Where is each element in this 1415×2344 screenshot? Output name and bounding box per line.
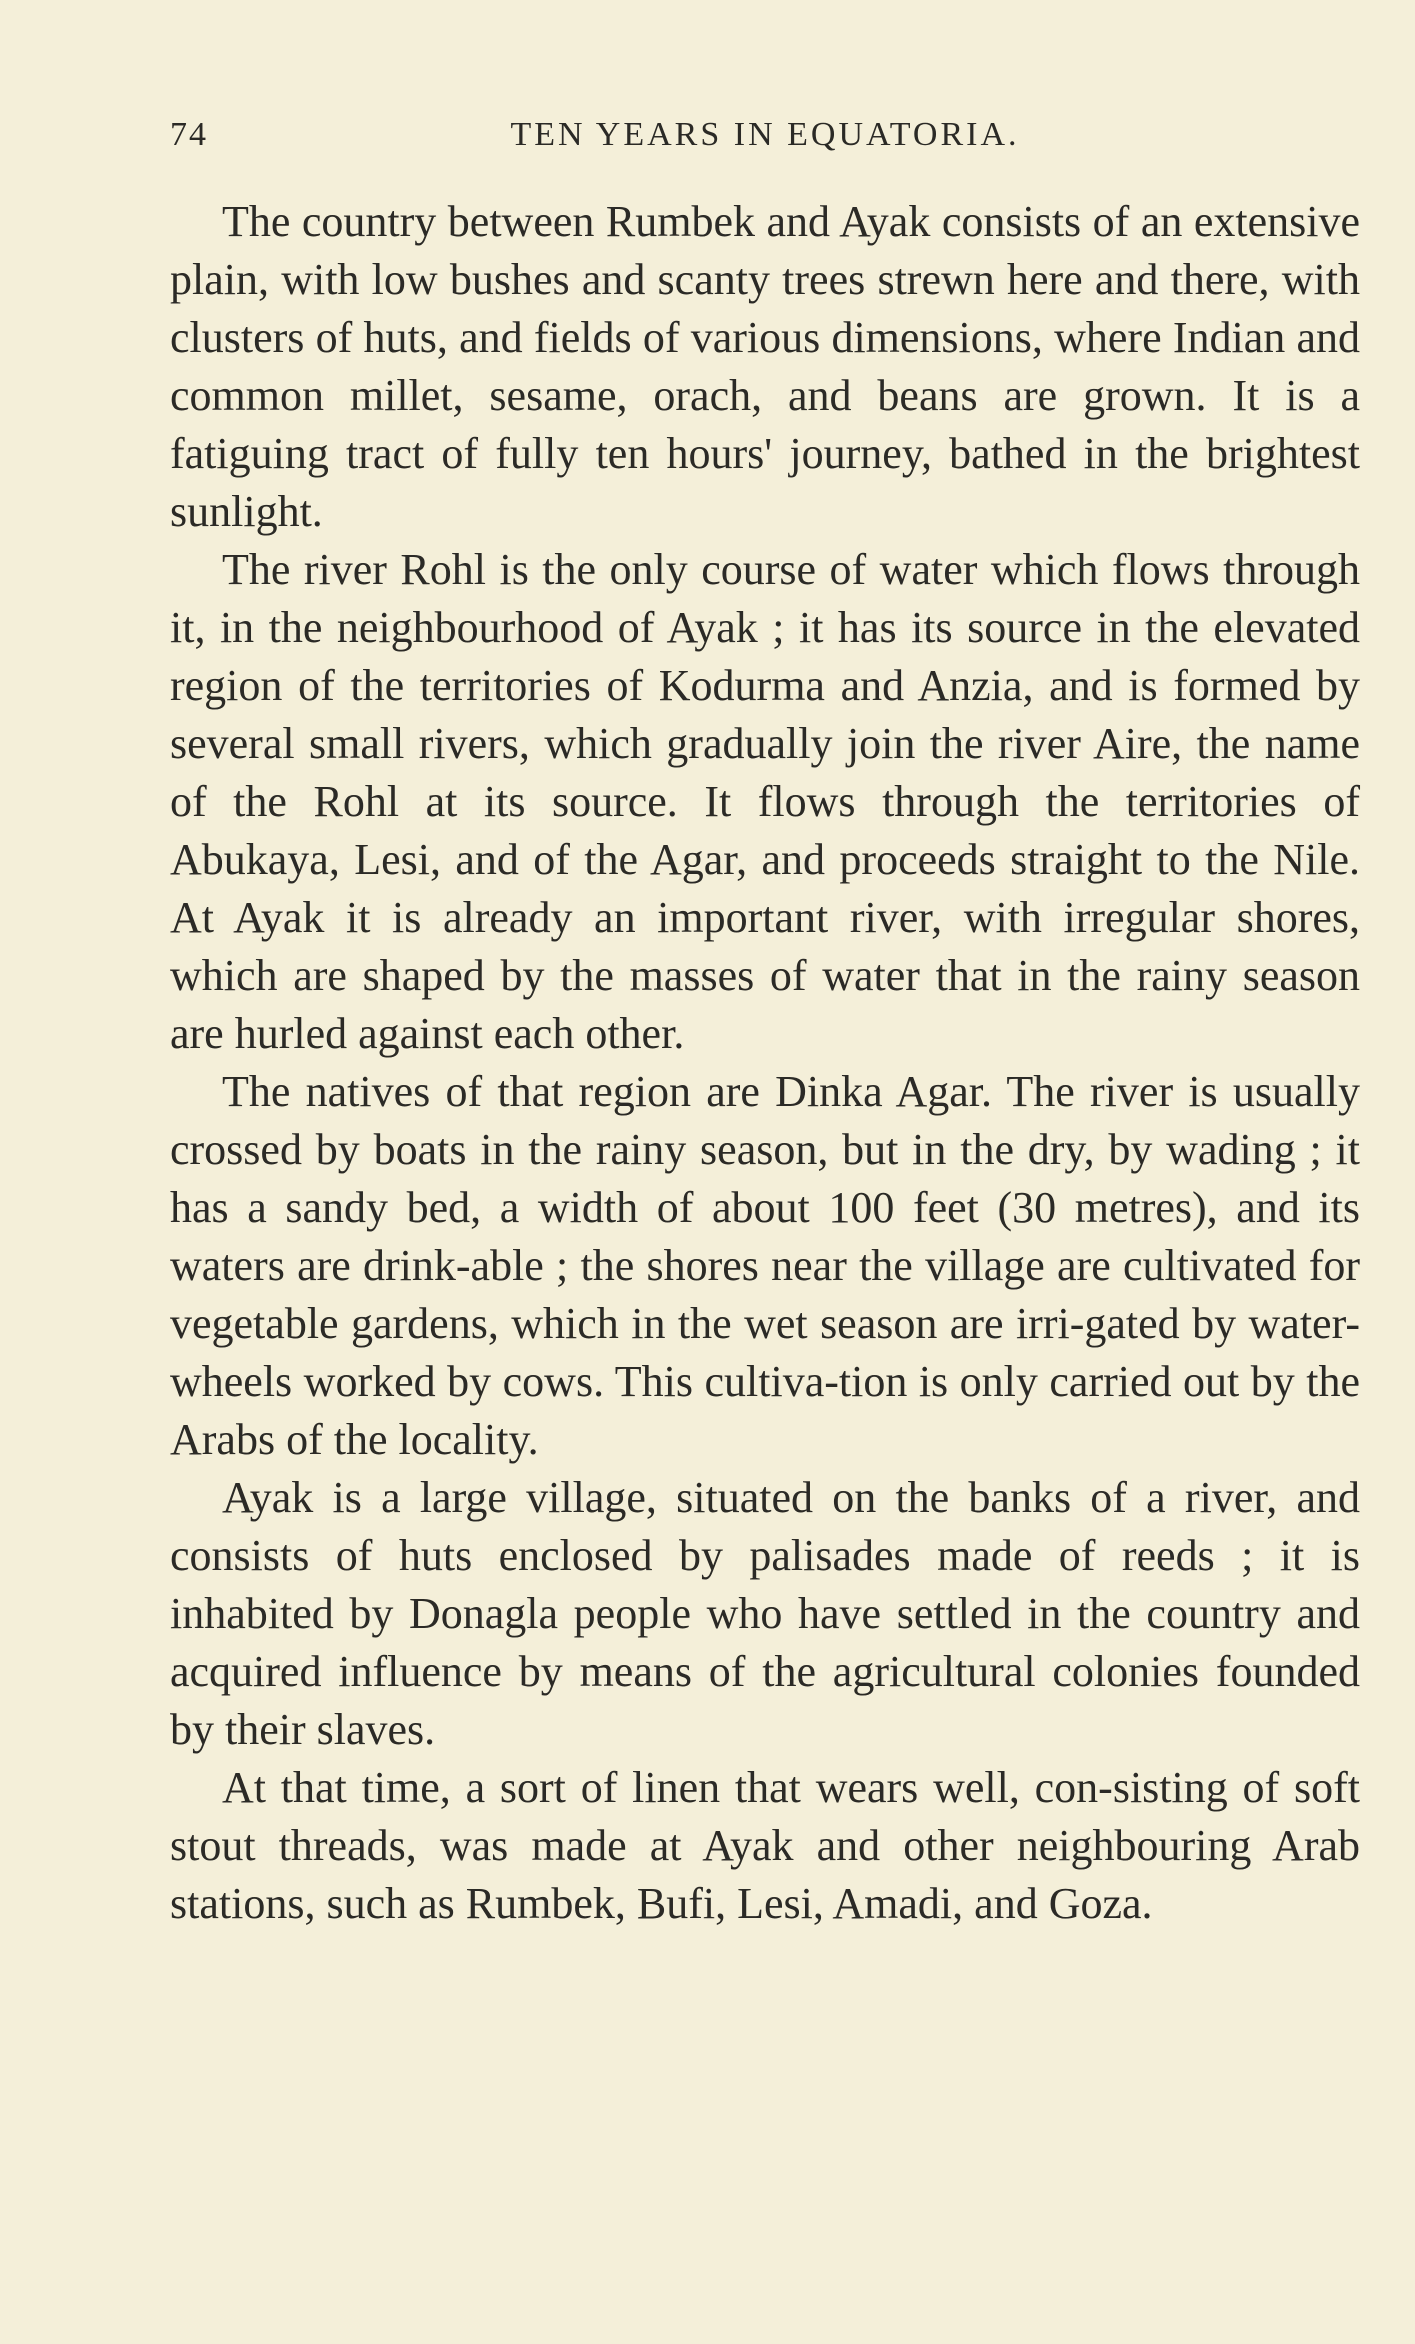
running-title: TEN YEARS IN EQUATORIA. xyxy=(510,116,1020,153)
page-number: 74 xyxy=(170,116,208,153)
paragraph-ayak-village: Ayak is a large village, situated on the banks of a river, and consists of huts enclosed by palisades made of reeds ; it is inhabited by Donagla people who have settled in the country and acquired influence by means of the agricultural colonies founded by their slaves. xyxy=(170,1473,1360,1754)
paragraph-river-rohl: The river Rohl is the only course of water which flows through it, in the neighbourhood of Ayak ; it has its source in the elevated region of the territories of Kodurma and Anzia, and is formed by several small rivers, which gradually join the river Aire, the name of the Rohl at its source. It flows through the territories of Abukaya, Lesi, and of the Agar, and proceeds straight to the Nile. At Ayak it is already an important river, with irregular shores, which are shaped by the masses of water that in the rainy season are hurled against each other. xyxy=(170,545,1360,1058)
page-header xyxy=(170,110,1360,160)
paragraph-linen-manufacture: At that time, a sort of linen that wears well, con-sisting of soft stout threads, was made at Ayak and other neighbouring Arab stations, such as Rumbek, Bufi, Lesi, Amadi, and Goza. xyxy=(170,1763,1360,1928)
paragraph-dinka-agar-natives: The natives of that region are Dinka Agar. The river is usually crossed by boats in the rainy season, but in the dry, by wading ; it has a sandy bed, a width of about 100 feet (30 metres), and its waters are drink-able ; the shores near the village are cultivated for vegetable gardens, which in the wet season are irri-gated by water-wheels worked by cows. This cultiva-tion is only carried out by the Arabs of the locality. xyxy=(170,1067,1360,1464)
body-text xyxy=(170,193,1360,1933)
paragraph-rumbek-ayak-country: The country between Rumbek and Ayak consists of an extensive plain, with low bushes and scanty trees strewn here and there, with clusters of huts, and fields of various dimensions, where Indian and common millet, sesame, orach, and beans are grown. It is a fatiguing tract of fully ten hours' journey, bathed in the brightest sunlight. xyxy=(170,197,1360,536)
